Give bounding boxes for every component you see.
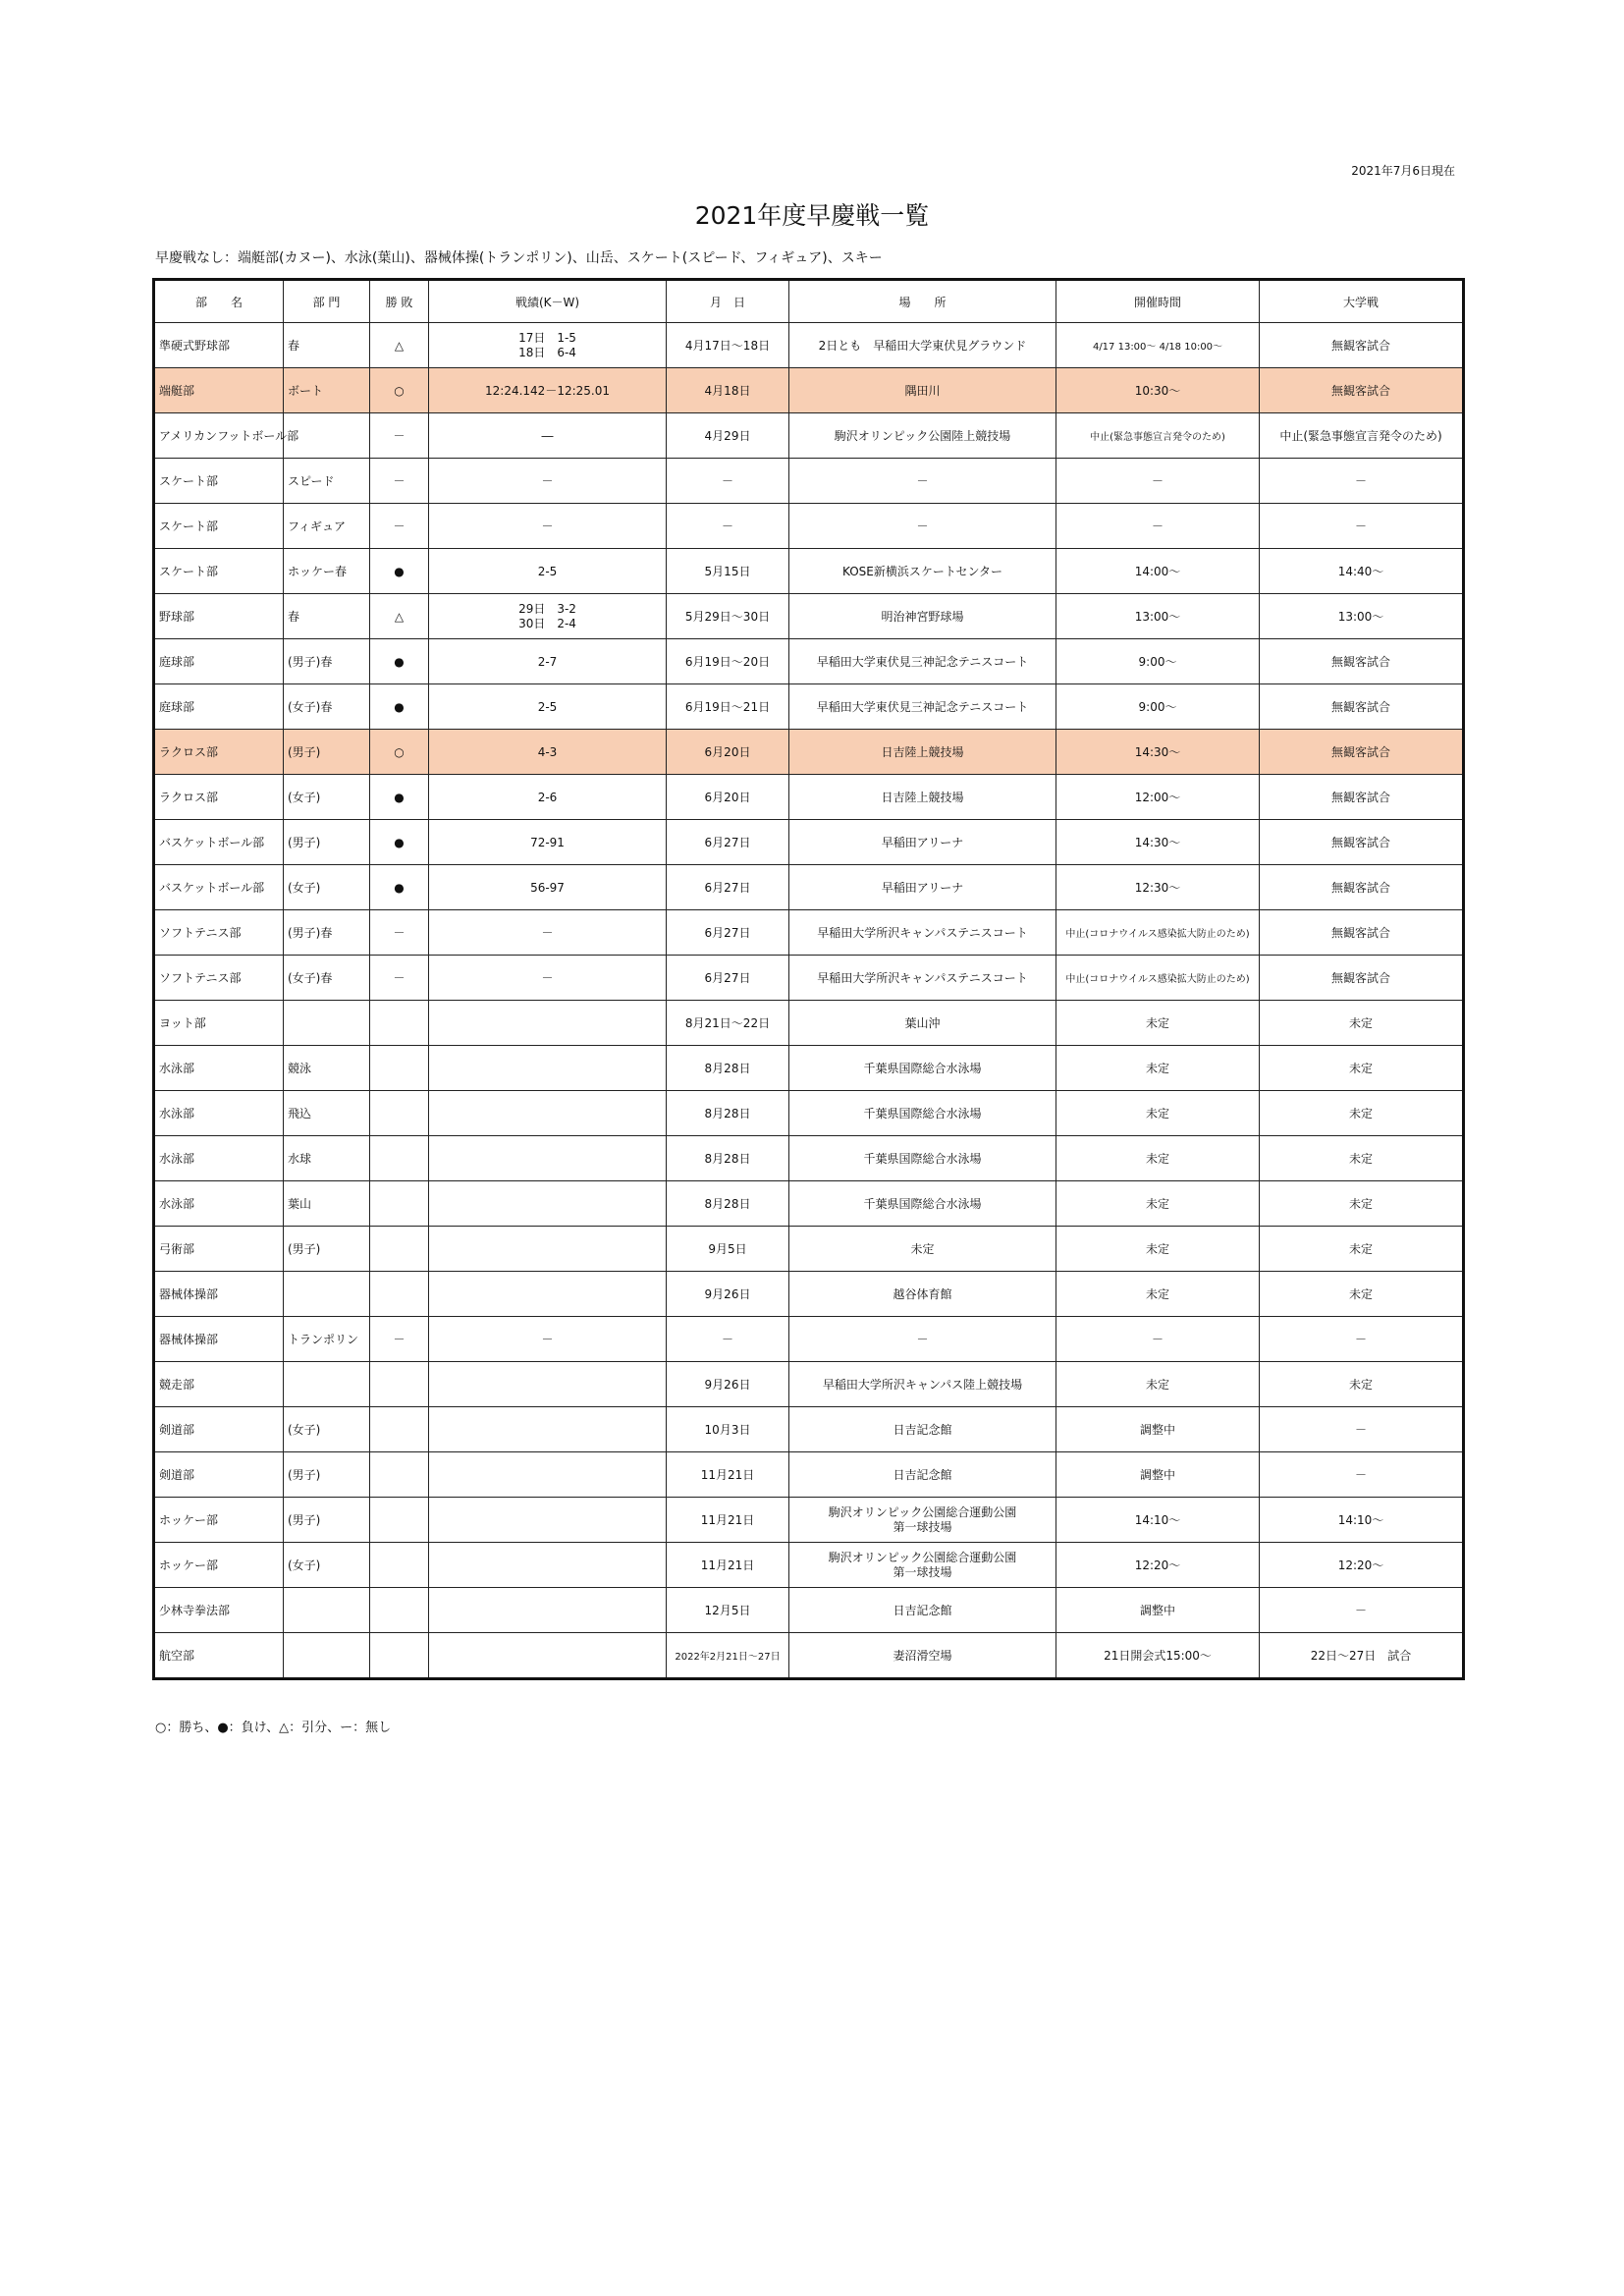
cell-result: － xyxy=(370,504,429,549)
cell-date: 9月26日 xyxy=(667,1272,789,1317)
table-row xyxy=(154,1498,1464,1543)
cell-time: 未定 xyxy=(1056,1046,1260,1091)
cell-division xyxy=(284,1588,370,1633)
table-row xyxy=(154,1633,1464,1679)
cell-club: アメリカンフットボール部 xyxy=(154,413,284,459)
cell-place: 日吉記念館 xyxy=(789,1407,1056,1452)
cell-result: ● xyxy=(370,775,429,820)
cell-date: 8月28日 xyxy=(667,1181,789,1227)
header-date: 月 日 xyxy=(667,280,789,323)
cell-result xyxy=(370,1498,429,1543)
cell-date: 6月19日～21日 xyxy=(667,684,789,730)
cell-result: △ xyxy=(370,323,429,368)
cell-result: ○ xyxy=(370,730,429,775)
table-row xyxy=(154,368,1464,413)
cell-time: 14:00～ xyxy=(1056,549,1260,594)
cell-date: 8月28日 xyxy=(667,1046,789,1091)
cell-division: (女子)春 xyxy=(284,956,370,1001)
cell-division: ボート xyxy=(284,368,370,413)
cell-club: バスケットボール部 xyxy=(154,820,284,865)
cell-univ: 未定 xyxy=(1260,1272,1464,1317)
table-row xyxy=(154,549,1464,594)
cell-date: 12月5日 xyxy=(667,1588,789,1633)
cell-place: 早稲田大学所沢キャンパス陸上競技場 xyxy=(789,1362,1056,1407)
no-match-note: 早慶戦なし：端艇部(カヌー)、水泳(葉山)、器械体操(トランポリン)、山岳、スケート(スピード、フィギュア)、スキー xyxy=(155,250,883,266)
cell-univ: 無観客試合 xyxy=(1260,368,1464,413)
cell-club: バスケットボール部 xyxy=(154,865,284,910)
cell-division: (男子) xyxy=(284,820,370,865)
cell-score: 2-5 xyxy=(429,684,667,730)
table-row xyxy=(154,820,1464,865)
cell-time: 14:30～ xyxy=(1056,730,1260,775)
table-row xyxy=(154,684,1464,730)
cell-result: － xyxy=(370,910,429,956)
cell-result: － xyxy=(370,956,429,1001)
header-place: 場 所 xyxy=(789,280,1056,323)
cell-result xyxy=(370,1091,429,1136)
cell-score xyxy=(429,1633,667,1679)
cell-division: スピード xyxy=(284,459,370,504)
cell-place: 千葉県国際総合水泳場 xyxy=(789,1136,1056,1181)
cell-univ: － xyxy=(1260,1588,1464,1633)
cell-club: ラクロス部 xyxy=(154,730,284,775)
header-score: 戦績(K－W) xyxy=(429,280,667,323)
schedule-table xyxy=(152,278,1465,1680)
cell-date: 4月18日 xyxy=(667,368,789,413)
table-row xyxy=(154,323,1464,368)
cell-time: － xyxy=(1056,459,1260,504)
cell-division: (女子) xyxy=(284,775,370,820)
header-time: 開催時間 xyxy=(1056,280,1260,323)
table-row xyxy=(154,865,1464,910)
cell-division: (女子) xyxy=(284,1543,370,1588)
cell-univ: 14:10～ xyxy=(1260,1498,1464,1543)
cell-date: 6月19日～20日 xyxy=(667,639,789,684)
cell-date: 6月27日 xyxy=(667,910,789,956)
cell-result: ● xyxy=(370,820,429,865)
header-club: 部 名 xyxy=(154,280,284,323)
cell-division: 飛込 xyxy=(284,1091,370,1136)
cell-univ: 14:40～ xyxy=(1260,549,1464,594)
cell-score: 2-7 xyxy=(429,639,667,684)
cell-date: － xyxy=(667,504,789,549)
cell-score xyxy=(429,1227,667,1272)
cell-score: 17日 1-5 18日 6-4 xyxy=(429,323,667,368)
cell-date: 4月29日 xyxy=(667,413,789,459)
cell-score: 2-5 xyxy=(429,549,667,594)
cell-univ: － xyxy=(1260,1452,1464,1498)
cell-result: － xyxy=(370,413,429,459)
cell-result: ● xyxy=(370,865,429,910)
cell-division: (男子)春 xyxy=(284,910,370,956)
cell-time: 12:00～ xyxy=(1056,775,1260,820)
cell-result xyxy=(370,1543,429,1588)
cell-place: 日吉陸上競技場 xyxy=(789,775,1056,820)
cell-place: 隅田川 xyxy=(789,368,1056,413)
cell-club: 剣道部 xyxy=(154,1452,284,1498)
cell-place: 日吉陸上競技場 xyxy=(789,730,1056,775)
cell-univ: 22日～27日 試合 xyxy=(1260,1633,1464,1679)
cell-result: △ xyxy=(370,594,429,639)
table-row xyxy=(154,1407,1464,1452)
cell-score: 29日 3-2 30日 2-4 xyxy=(429,594,667,639)
cell-score: ― xyxy=(429,413,667,459)
cell-time: 12:30～ xyxy=(1056,865,1260,910)
cell-score xyxy=(429,1588,667,1633)
cell-club: 水泳部 xyxy=(154,1136,284,1181)
cell-score: － xyxy=(429,956,667,1001)
cell-date: 8月28日 xyxy=(667,1136,789,1181)
cell-univ: 中止(緊急事態宣言発令のため) xyxy=(1260,413,1464,459)
cell-place: 日吉記念館 xyxy=(789,1452,1056,1498)
cell-date: 11月21日 xyxy=(667,1452,789,1498)
cell-place: 葉山沖 xyxy=(789,1001,1056,1046)
cell-place: 早稲田アリーナ xyxy=(789,820,1056,865)
cell-date: － xyxy=(667,1317,789,1362)
cell-club: ヨット部 xyxy=(154,1001,284,1046)
header-univ: 大学戦 xyxy=(1260,280,1464,323)
cell-score: 12:24.142－12:25.01 xyxy=(429,368,667,413)
header-division: 部 門 xyxy=(284,280,370,323)
table-row xyxy=(154,1046,1464,1091)
cell-place: 2日とも 早稲田大学東伏見グラウンド xyxy=(789,323,1056,368)
cell-result: ● xyxy=(370,639,429,684)
cell-date: 11月21日 xyxy=(667,1498,789,1543)
legend-note: ○：勝ち、●：負け、△：引分、ー：無し xyxy=(155,1721,392,1735)
cell-univ: 無観客試合 xyxy=(1260,323,1464,368)
cell-result: － xyxy=(370,459,429,504)
cell-univ: 未定 xyxy=(1260,1362,1464,1407)
cell-division: (女子) xyxy=(284,865,370,910)
cell-division xyxy=(284,1272,370,1317)
cell-time: 未定 xyxy=(1056,1001,1260,1046)
cell-score xyxy=(429,1046,667,1091)
cell-univ: 無観客試合 xyxy=(1260,910,1464,956)
cell-score: － xyxy=(429,1317,667,1362)
cell-division: 春 xyxy=(284,323,370,368)
cell-score: － xyxy=(429,504,667,549)
table-row xyxy=(154,1136,1464,1181)
cell-club: ソフトテニス部 xyxy=(154,956,284,1001)
table-row xyxy=(154,956,1464,1001)
cell-univ: 13:00～ xyxy=(1260,594,1464,639)
cell-univ: 未定 xyxy=(1260,1227,1464,1272)
cell-time: 12:20～ xyxy=(1056,1543,1260,1588)
cell-time: 9:00～ xyxy=(1056,639,1260,684)
cell-club: スケート部 xyxy=(154,459,284,504)
cell-date: 4月17日～18日 xyxy=(667,323,789,368)
table-row xyxy=(154,730,1464,775)
cell-division xyxy=(284,1001,370,1046)
cell-division xyxy=(284,1633,370,1679)
cell-place: 越谷体育館 xyxy=(789,1272,1056,1317)
cell-univ: 無観客試合 xyxy=(1260,865,1464,910)
cell-univ: 未定 xyxy=(1260,1181,1464,1227)
cell-score xyxy=(429,1543,667,1588)
cell-date: 6月20日 xyxy=(667,730,789,775)
cell-division: トランポリン xyxy=(284,1317,370,1362)
cell-time: 10:30～ xyxy=(1056,368,1260,413)
cell-time: 未定 xyxy=(1056,1362,1260,1407)
cell-result: ● xyxy=(370,684,429,730)
table-row xyxy=(154,413,1464,459)
cell-score xyxy=(429,1362,667,1407)
cell-division: 競泳 xyxy=(284,1046,370,1091)
cell-time: 4/17 13:00～ 4/18 10:00～ xyxy=(1056,323,1260,368)
cell-univ: － xyxy=(1260,1317,1464,1362)
cell-time: 21日開会式15:00～ xyxy=(1056,1633,1260,1679)
cell-result: － xyxy=(370,1317,429,1362)
cell-time: 調整中 xyxy=(1056,1407,1260,1452)
cell-division: フィギュア xyxy=(284,504,370,549)
cell-club: 弓術部 xyxy=(154,1227,284,1272)
cell-univ: － xyxy=(1260,459,1464,504)
cell-club: ソフトテニス部 xyxy=(154,910,284,956)
cell-score xyxy=(429,1452,667,1498)
cell-club: 水泳部 xyxy=(154,1091,284,1136)
cell-division: 水球 xyxy=(284,1136,370,1181)
cell-score: － xyxy=(429,910,667,956)
cell-time: 9:00～ xyxy=(1056,684,1260,730)
cell-date: － xyxy=(667,459,789,504)
cell-club: スケート部 xyxy=(154,504,284,549)
cell-date: 2022年2月21日～27日 xyxy=(667,1633,789,1679)
cell-division: (男子) xyxy=(284,730,370,775)
cell-division: (男子) xyxy=(284,1452,370,1498)
cell-score: 56-97 xyxy=(429,865,667,910)
cell-date: 8月21日～22日 xyxy=(667,1001,789,1046)
as-of-date: 2021年7月6日現在 xyxy=(1351,164,1455,178)
cell-univ: 無観客試合 xyxy=(1260,956,1464,1001)
cell-date: 5月15日 xyxy=(667,549,789,594)
cell-time: 中止(コロナウイルス感染拡大防止のため) xyxy=(1056,956,1260,1001)
table-row xyxy=(154,775,1464,820)
page-title: 2021年度早慶戦一覧 xyxy=(694,201,930,230)
cell-date: 6月20日 xyxy=(667,775,789,820)
cell-place: 早稲田アリーナ xyxy=(789,865,1056,910)
cell-score xyxy=(429,1181,667,1227)
table-row xyxy=(154,1452,1464,1498)
cell-univ: 未定 xyxy=(1260,1136,1464,1181)
cell-time: － xyxy=(1056,504,1260,549)
table-row xyxy=(154,1543,1464,1588)
cell-place: 千葉県国際総合水泳場 xyxy=(789,1046,1056,1091)
cell-univ: 未定 xyxy=(1260,1046,1464,1091)
cell-result xyxy=(370,1588,429,1633)
cell-club: 端艇部 xyxy=(154,368,284,413)
cell-score: － xyxy=(429,459,667,504)
cell-club: 器械体操部 xyxy=(154,1317,284,1362)
cell-result: ○ xyxy=(370,368,429,413)
cell-date: 9月26日 xyxy=(667,1362,789,1407)
cell-score xyxy=(429,1136,667,1181)
cell-time: 未定 xyxy=(1056,1272,1260,1317)
cell-result: ● xyxy=(370,549,429,594)
cell-place: 未定 xyxy=(789,1227,1056,1272)
cell-date: 9月5日 xyxy=(667,1227,789,1272)
cell-time: 14:30～ xyxy=(1056,820,1260,865)
cell-time: 中止(コロナウイルス感染拡大防止のため) xyxy=(1056,910,1260,956)
cell-club: スケート部 xyxy=(154,549,284,594)
cell-club: 庭球部 xyxy=(154,639,284,684)
cell-time: 未定 xyxy=(1056,1136,1260,1181)
cell-division xyxy=(284,1362,370,1407)
cell-division: 春 xyxy=(284,594,370,639)
cell-score xyxy=(429,1498,667,1543)
cell-club: 庭球部 xyxy=(154,684,284,730)
cell-time: 調整中 xyxy=(1056,1452,1260,1498)
cell-place: 妻沼滑空場 xyxy=(789,1633,1056,1679)
table-row xyxy=(154,1588,1464,1633)
table-row xyxy=(154,639,1464,684)
cell-place: 早稲田大学所沢キャンパステニスコート xyxy=(789,956,1056,1001)
table-row xyxy=(154,1362,1464,1407)
cell-division: (男子)春 xyxy=(284,639,370,684)
cell-time: 未定 xyxy=(1056,1227,1260,1272)
cell-result xyxy=(370,1046,429,1091)
cell-place: 駒沢オリンピック公園総合運動公園 第一球技場 xyxy=(789,1498,1056,1543)
cell-result xyxy=(370,1362,429,1407)
table-row xyxy=(154,1091,1464,1136)
cell-place: － xyxy=(789,504,1056,549)
cell-univ: 無観客試合 xyxy=(1260,684,1464,730)
cell-club: ホッケー部 xyxy=(154,1498,284,1543)
cell-date: 6月27日 xyxy=(667,956,789,1001)
cell-place: － xyxy=(789,1317,1056,1362)
cell-result xyxy=(370,1001,429,1046)
cell-date: 11月21日 xyxy=(667,1543,789,1588)
cell-division: ホッケー春 xyxy=(284,549,370,594)
cell-result xyxy=(370,1452,429,1498)
cell-univ: － xyxy=(1260,504,1464,549)
cell-club: 器械体操部 xyxy=(154,1272,284,1317)
cell-club: 水泳部 xyxy=(154,1181,284,1227)
cell-time: 未定 xyxy=(1056,1091,1260,1136)
cell-score xyxy=(429,1001,667,1046)
cell-result xyxy=(370,1227,429,1272)
cell-club: 剣道部 xyxy=(154,1407,284,1452)
cell-place: 駒沢オリンピック公園総合運動公園 第一球技場 xyxy=(789,1543,1056,1588)
table-row xyxy=(154,459,1464,504)
cell-date: 5月29日～30日 xyxy=(667,594,789,639)
cell-score xyxy=(429,1407,667,1452)
cell-place: － xyxy=(789,459,1056,504)
table-row xyxy=(154,1001,1464,1046)
cell-club: 競走部 xyxy=(154,1362,284,1407)
cell-division: (女子)春 xyxy=(284,684,370,730)
cell-place: 早稲田大学東伏見三神記念テニスコート xyxy=(789,684,1056,730)
table-row xyxy=(154,1181,1464,1227)
cell-date: 6月27日 xyxy=(667,820,789,865)
cell-result xyxy=(370,1181,429,1227)
cell-division: 葉山 xyxy=(284,1181,370,1227)
table-row xyxy=(154,910,1464,956)
cell-result xyxy=(370,1407,429,1452)
cell-time: 14:10～ xyxy=(1056,1498,1260,1543)
cell-club: 準硬式野球部 xyxy=(154,323,284,368)
cell-time: － xyxy=(1056,1317,1260,1362)
cell-place: 千葉県国際総合水泳場 xyxy=(789,1181,1056,1227)
cell-place: 日吉記念館 xyxy=(789,1588,1056,1633)
table-row xyxy=(154,594,1464,639)
cell-score xyxy=(429,1272,667,1317)
cell-result xyxy=(370,1136,429,1181)
cell-time: 中止(緊急事態宣言発令のため) xyxy=(1056,413,1260,459)
cell-univ: 無観客試合 xyxy=(1260,820,1464,865)
cell-club: ホッケー部 xyxy=(154,1543,284,1588)
cell-time: 調整中 xyxy=(1056,1588,1260,1633)
table-row xyxy=(154,504,1464,549)
cell-univ: 未定 xyxy=(1260,1091,1464,1136)
table-row xyxy=(154,1317,1464,1362)
cell-place: KOSE新横浜スケートセンター xyxy=(789,549,1056,594)
cell-place: 千葉県国際総合水泳場 xyxy=(789,1091,1056,1136)
cell-place: 明治神宮野球場 xyxy=(789,594,1056,639)
cell-club: 航空部 xyxy=(154,1633,284,1679)
cell-score: 4-3 xyxy=(429,730,667,775)
cell-club: 少林寺拳法部 xyxy=(154,1588,284,1633)
cell-division: (女子) xyxy=(284,1407,370,1452)
cell-score: 2-6 xyxy=(429,775,667,820)
cell-place: 早稲田大学東伏見三神記念テニスコート xyxy=(789,639,1056,684)
cell-club: 水泳部 xyxy=(154,1046,284,1091)
cell-division: (男子) xyxy=(284,1227,370,1272)
cell-time: 未定 xyxy=(1056,1181,1260,1227)
cell-date: 10月3日 xyxy=(667,1407,789,1452)
cell-univ: 12:20～ xyxy=(1260,1543,1464,1588)
cell-result xyxy=(370,1272,429,1317)
cell-club: ラクロス部 xyxy=(154,775,284,820)
header-row xyxy=(154,280,1464,323)
header-result: 勝 敗 xyxy=(370,280,429,323)
cell-club: 野球部 xyxy=(154,594,284,639)
cell-univ: 未定 xyxy=(1260,1001,1464,1046)
cell-univ: － xyxy=(1260,1407,1464,1452)
cell-date: 8月28日 xyxy=(667,1091,789,1136)
cell-score: 72-91 xyxy=(429,820,667,865)
cell-date: 6月27日 xyxy=(667,865,789,910)
cell-division: (男子) xyxy=(284,1498,370,1543)
cell-result xyxy=(370,1633,429,1679)
cell-univ: 無観客試合 xyxy=(1260,730,1464,775)
cell-univ: 無観客試合 xyxy=(1260,775,1464,820)
cell-score xyxy=(429,1091,667,1136)
cell-univ: 無観客試合 xyxy=(1260,639,1464,684)
table-row xyxy=(154,1272,1464,1317)
cell-time: 13:00～ xyxy=(1056,594,1260,639)
cell-place: 駒沢オリンピック公園陸上競技場 xyxy=(789,413,1056,459)
table-row xyxy=(154,1227,1464,1272)
cell-place: 早稲田大学所沢キャンパステニスコート xyxy=(789,910,1056,956)
